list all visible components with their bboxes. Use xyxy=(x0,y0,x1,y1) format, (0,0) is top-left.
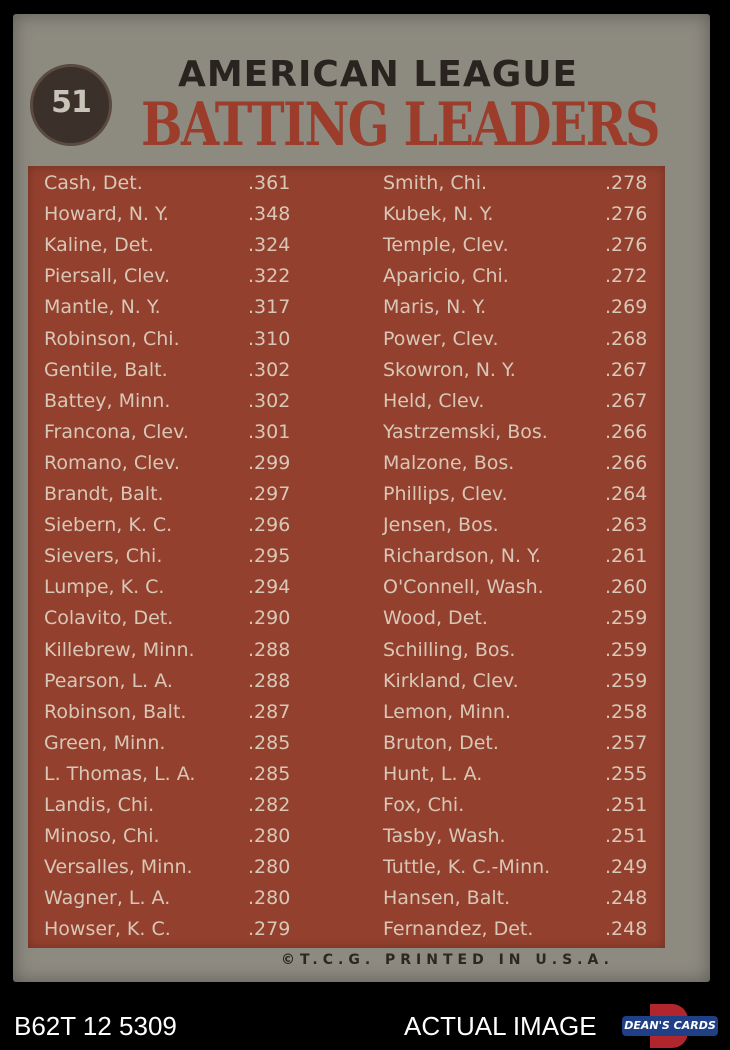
table-row xyxy=(28,514,665,545)
player-name: Wagner, L. A. xyxy=(44,887,171,910)
player-name: Brandt, Balt. xyxy=(44,483,164,505)
player-name: Temple, Clev. xyxy=(383,234,509,257)
batting-average: .294 xyxy=(248,576,291,599)
batting-average: .301 xyxy=(248,420,291,443)
player-name: Gentile, Balt. xyxy=(44,358,168,381)
table-row xyxy=(28,483,665,514)
batting-average: .261 xyxy=(605,545,648,568)
batting-average: .361 xyxy=(248,172,291,194)
batting-average: .280 xyxy=(248,825,291,848)
batting-average: .279 xyxy=(248,918,291,941)
batting-average: .280 xyxy=(248,856,291,879)
player-name: L. Thomas, L. A. xyxy=(44,762,196,785)
player-name: Jensen, Bos. xyxy=(383,514,499,537)
batting-average: .268 xyxy=(605,327,648,350)
batting-average: .282 xyxy=(248,794,291,816)
batting-average: .296 xyxy=(248,514,291,537)
card-number-badge xyxy=(30,64,112,146)
batting-average: .285 xyxy=(248,762,291,785)
batting-average: .295 xyxy=(248,545,291,568)
batting-average: .264 xyxy=(605,483,648,505)
table-row xyxy=(28,234,665,265)
player-name: Fox, Chi. xyxy=(383,794,465,816)
card-id-caption: B62T 12 5309 xyxy=(14,1011,177,1041)
batting-average: .266 xyxy=(605,451,648,474)
player-name: Piersall, Clev. xyxy=(44,265,171,288)
batting-average: .267 xyxy=(605,358,648,381)
player-name: Francona, Clev. xyxy=(44,420,189,443)
player-name: Robinson, Chi. xyxy=(44,327,180,350)
batting-average: .259 xyxy=(605,607,648,630)
player-name: Kaline, Det. xyxy=(44,234,154,257)
table-row xyxy=(28,763,665,794)
batting-average: .269 xyxy=(605,296,648,319)
deans-cards-logo xyxy=(622,1004,718,1048)
batting-average: .255 xyxy=(605,762,648,785)
batting-average: .251 xyxy=(605,825,648,848)
player-name: Maris, N. Y. xyxy=(383,296,487,319)
player-name: Skowron, N. Y. xyxy=(383,358,516,381)
batting-average: .302 xyxy=(248,358,291,381)
player-name: Colavito, Det. xyxy=(44,607,174,630)
batting-average: .248 xyxy=(605,918,648,941)
batting-average: .288 xyxy=(248,638,291,661)
table-row xyxy=(28,639,665,670)
batting-average: .249 xyxy=(605,856,648,879)
batting-leaders-table xyxy=(28,166,665,948)
player-name: Wood, Det. xyxy=(383,607,488,630)
player-name: Fernandez, Det. xyxy=(383,918,534,941)
batting-average: .288 xyxy=(248,669,291,692)
table-row xyxy=(28,452,665,483)
table-row xyxy=(28,794,665,825)
table-row xyxy=(28,390,665,421)
player-name: Robinson, Balt. xyxy=(44,700,187,723)
player-name: Malzone, Bos. xyxy=(383,451,515,474)
player-name: Hansen, Balt. xyxy=(383,887,511,910)
player-name: Howard, N. Y. xyxy=(44,203,169,226)
player-name: Hunt, L. A. xyxy=(383,762,483,785)
copyright-line: ©T.C.G. PRINTED IN U.S.A. xyxy=(281,952,614,968)
table-row xyxy=(28,421,665,452)
batting-average: .302 xyxy=(248,389,291,412)
batting-average: .290 xyxy=(248,607,291,630)
player-name: Cash, Det. xyxy=(44,172,143,194)
player-name: O'Connell, Wash. xyxy=(383,576,544,599)
table-row xyxy=(28,203,665,234)
card-title: BATTING LEADERS xyxy=(141,90,659,160)
batting-average: .263 xyxy=(605,514,648,537)
batting-average: .348 xyxy=(248,203,291,226)
batting-average: .248 xyxy=(605,887,648,910)
player-name: Siebern, K. C. xyxy=(44,514,173,537)
player-name: Landis, Chi. xyxy=(44,794,155,816)
batting-average: .259 xyxy=(605,638,648,661)
player-name: Bruton, Det. xyxy=(383,731,499,754)
batting-average: .287 xyxy=(248,700,291,723)
batting-average: .267 xyxy=(605,389,648,412)
table-row xyxy=(28,265,665,296)
batting-average: .276 xyxy=(605,203,648,226)
batting-average: .285 xyxy=(248,731,291,754)
player-name: Kirkland, Clev. xyxy=(383,669,519,692)
player-name: Aparicio, Chi. xyxy=(383,265,509,288)
player-name: Killebrew, Minn. xyxy=(44,638,195,661)
table-row xyxy=(28,732,665,763)
table-row xyxy=(28,825,665,856)
batting-average: .257 xyxy=(605,731,648,754)
batting-average: .324 xyxy=(248,234,291,257)
player-name: Yastrzemski, Bos. xyxy=(383,420,548,443)
table-row xyxy=(28,918,665,949)
batting-average: .280 xyxy=(248,887,291,910)
table-row xyxy=(28,856,665,887)
table-row xyxy=(28,670,665,701)
player-name: Mantle, N. Y. xyxy=(44,296,161,319)
table-row xyxy=(28,701,665,732)
actual-image-caption: ACTUAL IMAGE xyxy=(404,1011,597,1041)
table-row xyxy=(28,359,665,390)
batting-average: .317 xyxy=(248,296,291,319)
player-name: Lemon, Minn. xyxy=(383,700,511,723)
player-name: Smith, Chi. xyxy=(383,172,488,194)
batting-average: .310 xyxy=(248,327,291,350)
player-name: Green, Minn. xyxy=(44,731,166,754)
player-name: Power, Clev. xyxy=(383,327,499,350)
batting-average: .299 xyxy=(248,451,291,474)
table-row xyxy=(28,887,665,918)
batting-average: .259 xyxy=(605,669,648,692)
card-number: 51 xyxy=(51,85,91,120)
player-name: Battey, Minn. xyxy=(44,389,171,412)
player-name: Romano, Clev. xyxy=(44,451,180,474)
table-row xyxy=(28,545,665,576)
player-name: Versalles, Minn. xyxy=(44,856,193,879)
player-name: Pearson, L. A. xyxy=(44,669,173,692)
batting-average: .322 xyxy=(248,265,291,288)
batting-average: .258 xyxy=(605,700,648,723)
player-name: Sievers, Chi. xyxy=(44,545,163,568)
batting-average: .251 xyxy=(605,794,648,816)
batting-average: .297 xyxy=(248,483,291,505)
player-name: Tasby, Wash. xyxy=(383,825,506,848)
batting-average: .266 xyxy=(605,420,648,443)
table-row xyxy=(28,328,665,359)
player-name: Held, Clev. xyxy=(383,389,485,412)
batting-average: .278 xyxy=(605,172,648,194)
player-name: Kubek, N. Y. xyxy=(383,203,494,226)
player-name: Schilling, Bos. xyxy=(383,638,516,661)
player-name: Minoso, Chi. xyxy=(44,825,160,848)
player-name: Richardson, N. Y. xyxy=(383,545,541,568)
player-name: Phillips, Clev. xyxy=(383,483,508,505)
batting-average: .260 xyxy=(605,576,648,599)
player-name: Howser, K. C. xyxy=(44,918,171,941)
table-row xyxy=(28,607,665,638)
table-row xyxy=(28,172,665,203)
baseball-card-back xyxy=(13,14,710,982)
league-title: AMERICAN LEAGUE xyxy=(178,54,579,95)
table-row xyxy=(28,296,665,327)
logo-text: DEAN'S CARDS xyxy=(624,1019,716,1032)
batting-average: .276 xyxy=(605,234,648,257)
batting-average: .272 xyxy=(605,265,648,288)
player-name: Lumpe, K. C. xyxy=(44,576,165,599)
player-name: Tuttle, K. C.-Minn. xyxy=(383,856,551,879)
table-row xyxy=(28,576,665,607)
